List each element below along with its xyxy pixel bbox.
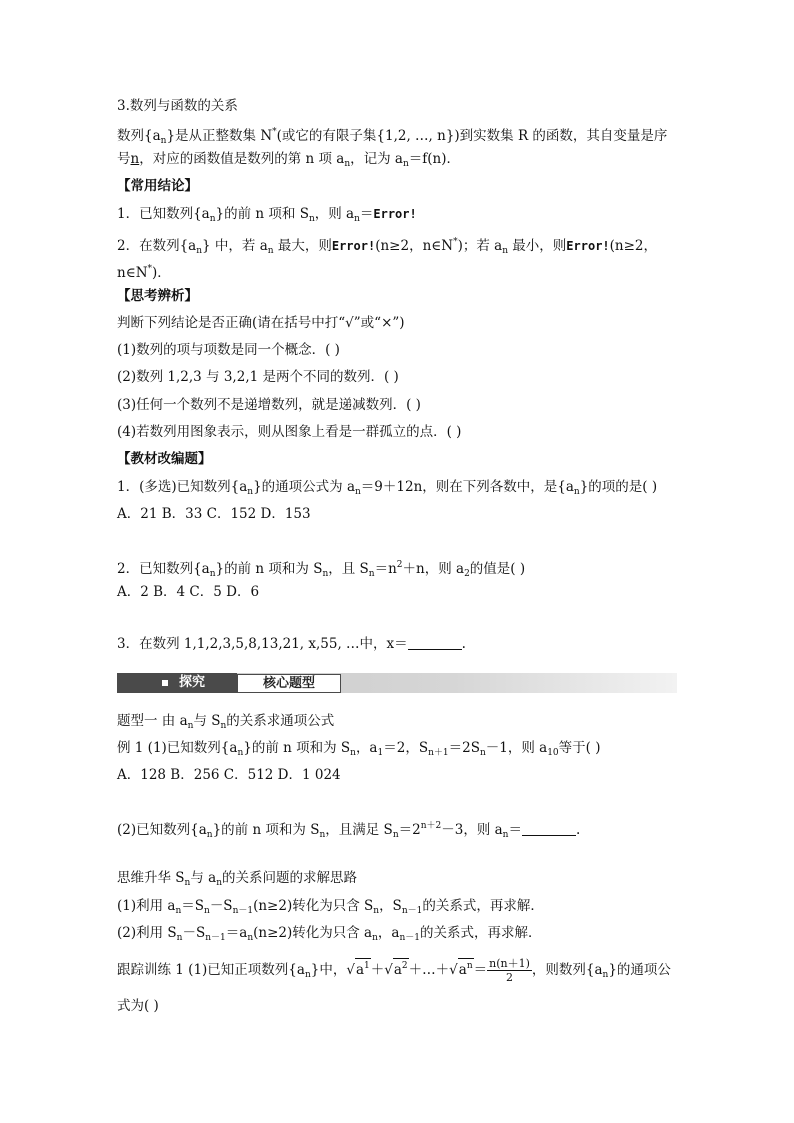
text: }中， [310, 962, 347, 978]
subscript: n [479, 748, 486, 758]
subscript: n [373, 906, 380, 916]
subscript: n [392, 830, 399, 840]
text: }的前 n 项和 S [215, 206, 309, 222]
answer-blank[interactable] [522, 822, 576, 836]
example-1-part-2 [117, 816, 580, 845]
text: }的前 n 项和为 S [215, 561, 323, 577]
text: ＝2 [398, 822, 421, 838]
text: 号 [117, 151, 131, 167]
mind-upgrade-2 [117, 923, 541, 948]
text: －S [209, 898, 233, 914]
subscript: n－1 [205, 933, 226, 943]
subscript: n [176, 933, 183, 943]
subscript: n [237, 748, 244, 758]
think-heading: 【思考辨析】 [117, 288, 198, 304]
text: ＝9＋12n，则在下列各数中，是{a [360, 479, 574, 495]
text: 最小，则 [508, 238, 567, 254]
text: ＋ [370, 962, 385, 978]
text: . [575, 822, 581, 838]
subscript: n [355, 487, 361, 497]
banner-explore [117, 673, 237, 693]
section-3-line1 [117, 122, 667, 151]
text: ，S [379, 898, 402, 914]
text: 3．在数列 1,1,2,3,5,8,13,21, x,55, …中，x＝ [117, 636, 408, 652]
text: (n≥2)转化为只含 a [253, 925, 373, 941]
superscript: 2 [401, 961, 408, 971]
subscript: n [247, 487, 254, 497]
square-bullet-icon [162, 680, 168, 686]
text: ，记为 a [350, 151, 403, 167]
text: }的前 n 项和为 S [243, 740, 351, 756]
text: ＝a [225, 925, 248, 941]
text: )． [152, 265, 171, 281]
text: (n≥2，n∈N [375, 238, 454, 254]
example-1-options: A．128 B．256 C．512 D．1 024 [117, 767, 341, 783]
subscript: n [184, 878, 191, 888]
subscript: n－1 [401, 906, 423, 916]
underlined-n: n [130, 151, 140, 167]
text: 的关系式，再求解． [419, 925, 542, 941]
text: n∈N [117, 265, 148, 281]
subscript: n [206, 830, 213, 840]
fraction-numerator: n(n＋1) [489, 957, 530, 970]
text: . [461, 636, 466, 652]
textbook-q1 [117, 477, 657, 502]
sqrt-term-n [458, 958, 474, 977]
superscript: * [272, 127, 277, 137]
subscript: 2 [464, 569, 470, 579]
subscript: n [602, 970, 609, 980]
textbook-heading: 【教材改编题】 [117, 451, 212, 467]
subscript: n [502, 830, 509, 840]
text: (n≥2)转化为只含 S [253, 898, 374, 914]
subscript: n [344, 159, 351, 169]
text: －1，则 a [485, 740, 548, 756]
fraction [487, 957, 532, 984]
text: ＝ [359, 206, 374, 222]
subscript: n [220, 721, 227, 731]
fraction-denominator: 2 [505, 971, 513, 984]
text: ，对应的函数值是数列的第 n 项 a [139, 151, 345, 167]
text: )；若 a [457, 238, 503, 254]
text: ＝2S [448, 740, 480, 756]
subscript: n [209, 214, 216, 224]
subscript: n [187, 721, 194, 731]
section-banner [117, 673, 677, 693]
text: ＋n，则 a [402, 561, 465, 577]
sqrt-sign-icon: √ [384, 962, 393, 978]
text: }的通项公式为 a [253, 479, 355, 495]
section-3-title: 3.数列与函数的关系 [117, 98, 238, 114]
subscript: 10 [547, 748, 559, 758]
textbook-q1-options: A．21 B．33 C．152 D．153 [117, 506, 311, 522]
text: 与 S [193, 713, 221, 729]
textbook-q3 [117, 634, 466, 654]
mind-upgrade-title [117, 868, 357, 893]
type-1-title [117, 711, 334, 736]
text: }的通项公 [608, 962, 671, 978]
text: 题型一 由 a [117, 713, 188, 729]
text: 的关系求通项公式 [226, 713, 335, 729]
text: (n≥2， [609, 238, 658, 254]
answer-blank[interactable] [408, 636, 462, 650]
superscript: n＋2 [420, 821, 442, 831]
subscript: n [175, 906, 182, 916]
mind-upgrade-1 [117, 896, 544, 921]
subscript: n [209, 569, 216, 579]
subscript: n [354, 214, 360, 224]
text: 等于( ) [558, 740, 601, 756]
text: 最大，则 [273, 238, 332, 254]
subscript: n [350, 748, 356, 758]
text: 与 a [190, 870, 217, 886]
error-text: Error! [331, 239, 376, 253]
text: ＝2，S [383, 740, 429, 756]
subscript: n [402, 159, 409, 169]
subscript: n [322, 569, 329, 579]
judge-instruction: 判断下列结论是否正确(请在括号中打“√”或“×”) [117, 315, 405, 331]
text: }是从正整数集 N [166, 128, 273, 144]
text: ，且满足 S [325, 822, 393, 838]
subscript: n [573, 487, 580, 497]
text: 2．已知数列{a [117, 561, 210, 577]
sqrt-sign-icon: √ [449, 962, 458, 978]
superscript: n [466, 961, 473, 971]
textbook-q2-options: A．2 B．4 C．5 D．6 [117, 584, 260, 600]
subscript: n [304, 970, 311, 980]
subscript: n－1 [232, 906, 254, 916]
subscript: 1 [377, 748, 384, 758]
judge-item-1: (1)数列的项与项数是同一个概念．( ) [117, 342, 340, 358]
subscript: n [204, 906, 210, 916]
superscript: 2 [396, 560, 403, 570]
subscript: n－1 [399, 933, 420, 943]
tracking-exercise-line2: 式为( ) [117, 998, 159, 1014]
banner-explore-label: 探究 [179, 675, 206, 690]
sqrt-term-2 [393, 958, 409, 977]
text: (1)利用 a [117, 898, 176, 914]
subscript: n [368, 569, 375, 579]
text: ，a [377, 925, 400, 941]
subscript: n＋1 [428, 748, 449, 758]
text: }的项的是( ) [579, 479, 658, 495]
textbook-q2 [117, 555, 525, 584]
text: a [393, 962, 402, 978]
subscript: n [216, 878, 222, 888]
text: ，a [355, 740, 378, 756]
banner-core-types: 核心题型 [237, 674, 341, 693]
section-3-line2 [117, 149, 460, 174]
text: 思维升华 S [117, 870, 185, 886]
text: (2)已知数列{a [117, 822, 207, 838]
text: ＋…＋ [408, 962, 450, 978]
text: 的值是( ) [469, 561, 526, 577]
text: }的前 n 项和为 S [212, 822, 320, 838]
error-text: Error! [373, 207, 417, 221]
text: ，且 S [328, 561, 369, 577]
text: 的关系问题的求解思路 [221, 870, 357, 886]
tracking-exercise-line1 [117, 957, 671, 985]
judge-item-2: (2)数列 1,2,3 与 3,2,1 是两个不同的数列．( ) [117, 369, 399, 385]
text: 的关系式，再求解． [422, 898, 544, 914]
subscript: n [196, 246, 203, 256]
text: ＝S [181, 898, 205, 914]
sqrt-term-1 [355, 958, 371, 977]
subscript: n [319, 830, 326, 840]
text: 1．已知数列{a [117, 206, 210, 222]
subscript: n [267, 246, 274, 256]
text: (或它的有限子集{1,2, …, n})到实数集 R 的函数，其自变量是序 [276, 128, 668, 144]
text: a [458, 962, 467, 978]
text: 跟踪训练 1 (1)已知正项数列{a [117, 962, 305, 978]
judge-item-4: (4)若数列用图象表示，则从图象上看是一群孤立的点．( ) [117, 424, 462, 440]
subscript: n [372, 933, 378, 943]
text: (2)利用 S [117, 925, 177, 941]
text: ＝ [473, 962, 488, 978]
subscript: n [247, 933, 254, 943]
text: 1．(多选)已知数列{a [117, 479, 248, 495]
conclusion-1 [117, 204, 417, 229]
subscript: n [502, 246, 508, 256]
error-text: Error! [566, 239, 610, 253]
sqrt-sign-icon: √ [346, 962, 355, 978]
text: ，则 a [314, 206, 355, 222]
judge-item-3: (3)任何一个数列不是递增数列，就是递减数列．( ) [117, 397, 421, 413]
superscript: * [453, 237, 458, 247]
subscript: n [160, 136, 167, 146]
conclusion-2-line1 [117, 232, 657, 261]
text: ＝ [508, 822, 522, 838]
text: ，则数列{a [531, 962, 603, 978]
text: 数列{a [117, 128, 161, 144]
text: } 中，若 a [202, 238, 268, 254]
text: a [355, 962, 364, 978]
superscript: * [147, 264, 153, 274]
text: ＝f(n)． [408, 151, 460, 167]
example-1-part-1 [117, 738, 600, 763]
subscript: n [308, 214, 315, 224]
text: －S [182, 925, 206, 941]
conclusion-2-line2 [117, 259, 171, 283]
common-conclusions-heading: 【常用结论】 [117, 178, 198, 194]
text: ＝n [374, 561, 397, 577]
text: 2．在数列{a [117, 238, 197, 254]
superscript: 1 [364, 961, 370, 971]
text: －3，则 a [441, 822, 503, 838]
text: 例 1 (1)已知数列{a [117, 740, 238, 756]
